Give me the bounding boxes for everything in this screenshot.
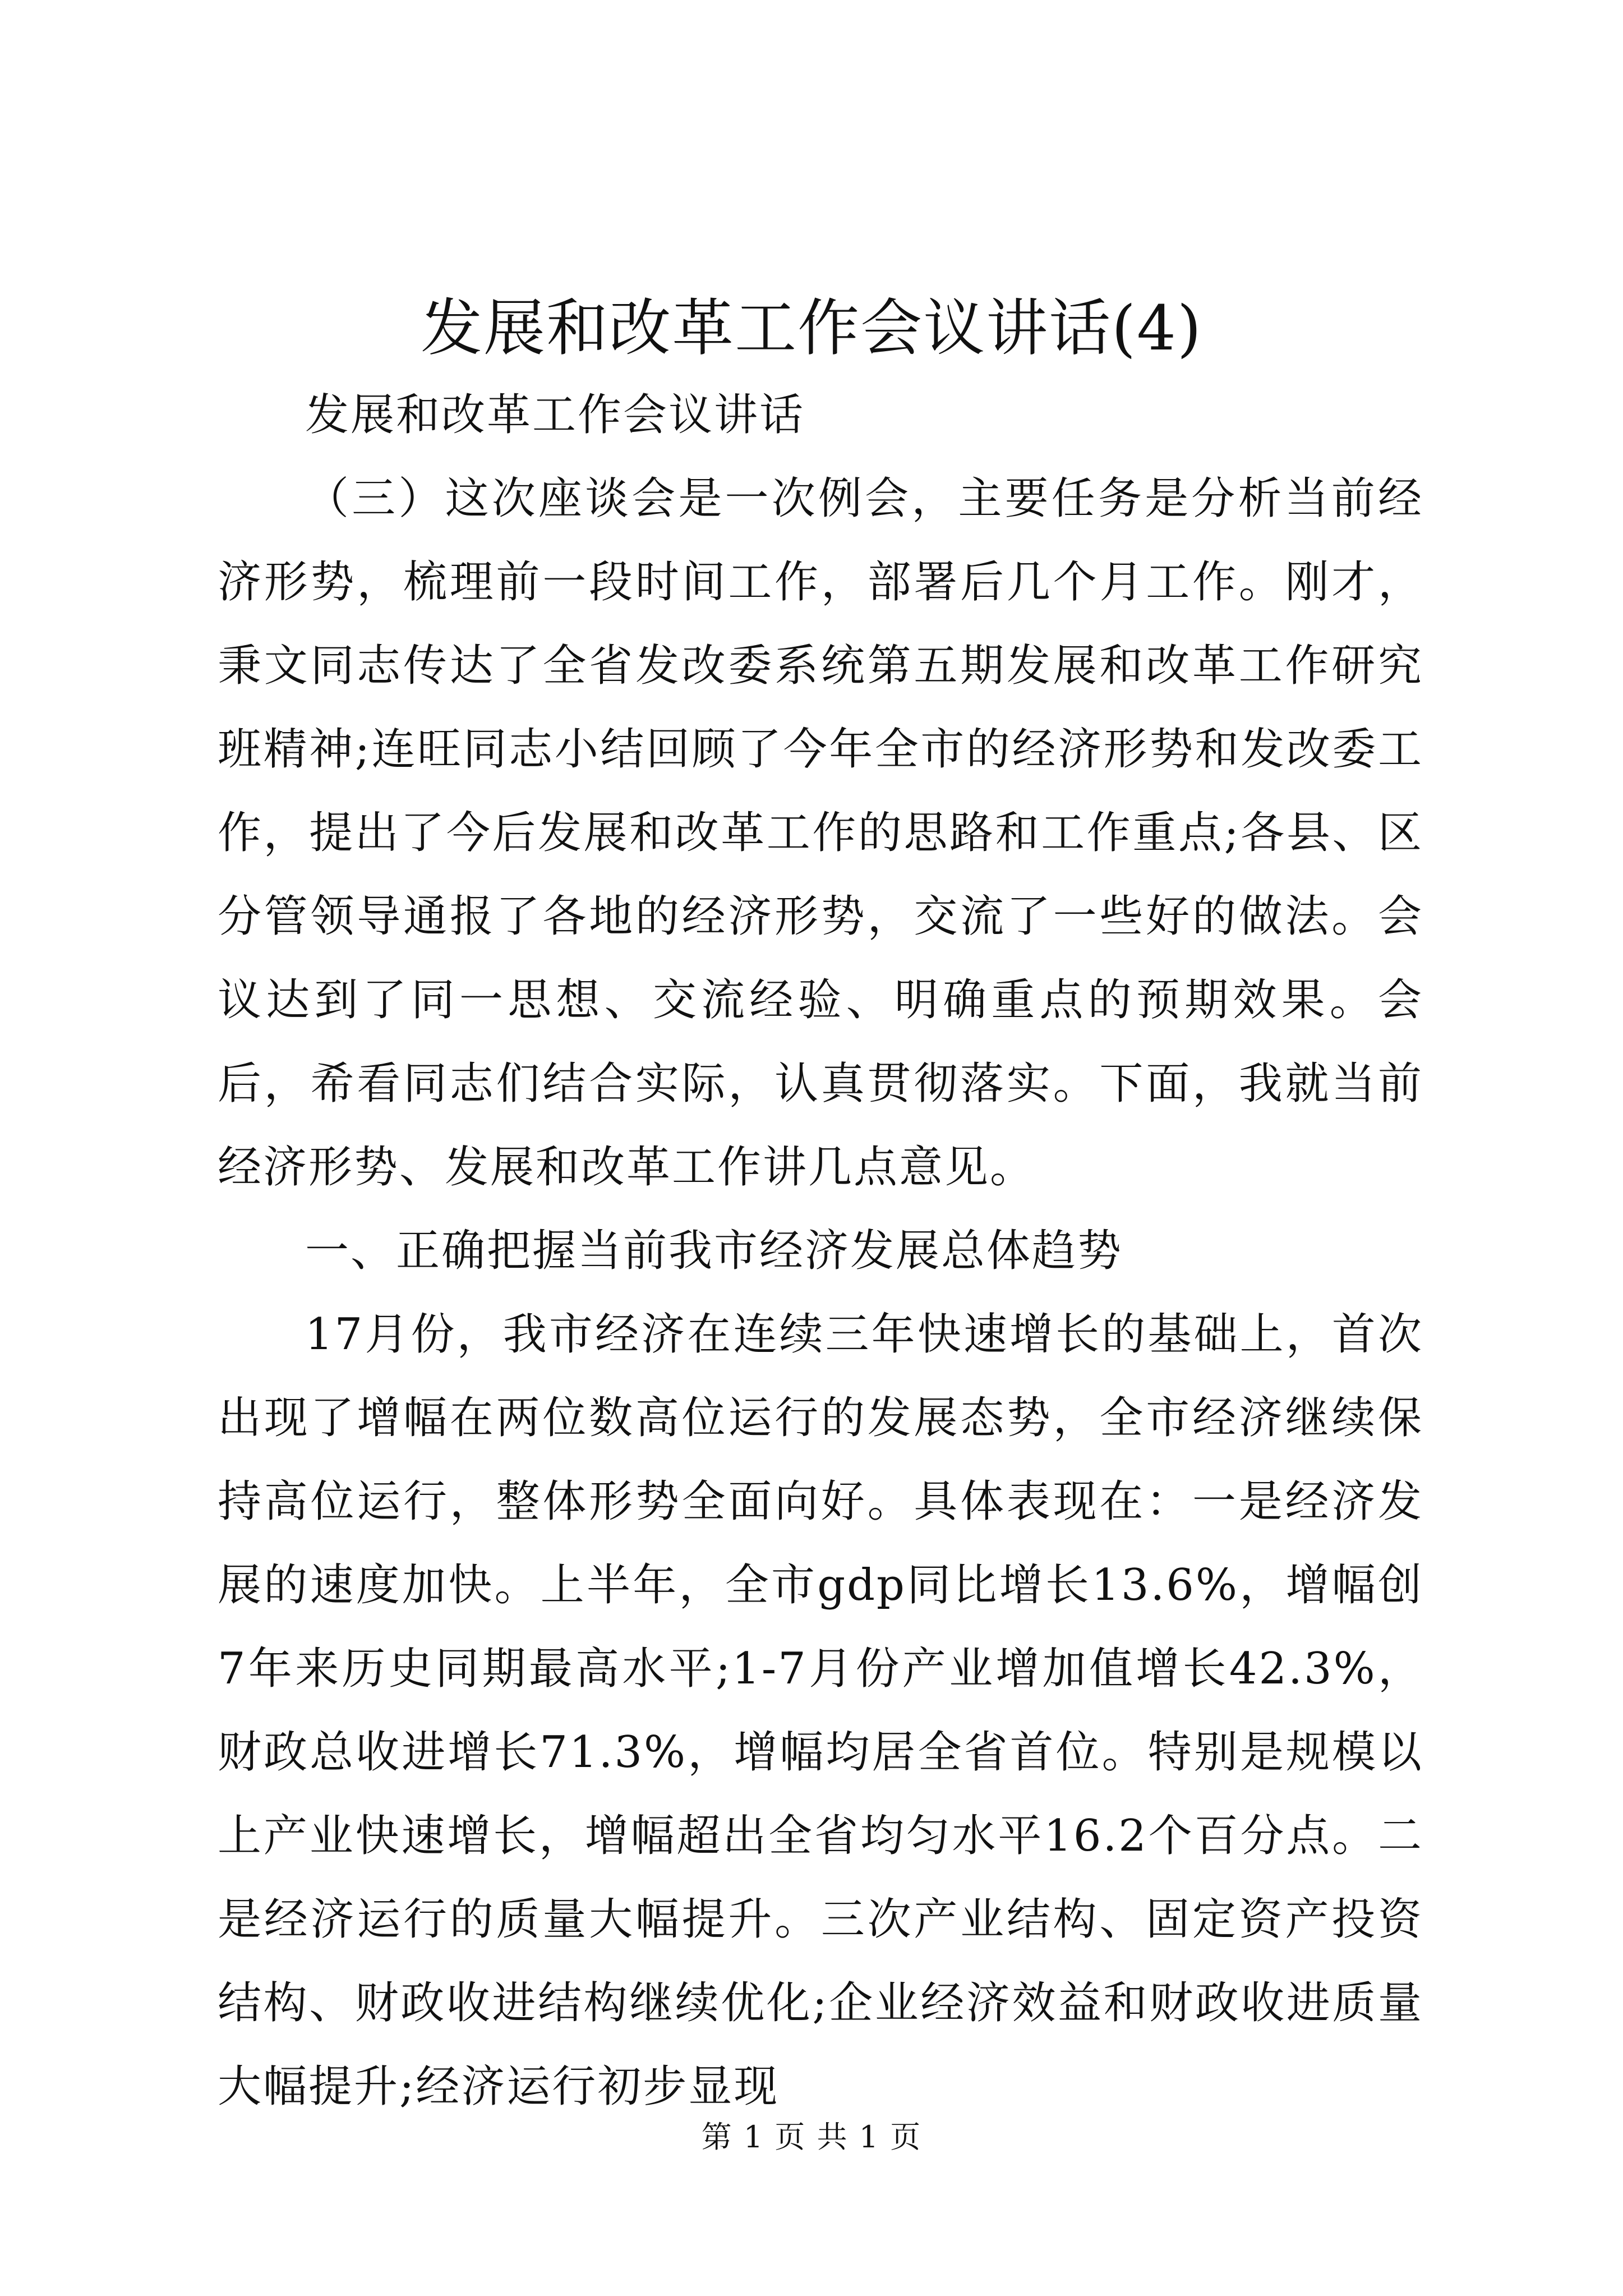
body-paragraph: 17月份，我市经济在连续三年快速增长的基础上，首次出现了增幅在两位数高位运行的发展态势，全市经济继续保持高位运行，整体形势全面向好。具体表现在：一是经济发展的速度加快。上半年，全市gdp同比增长13.6%，增幅创7年来历史同期最高水平;1-7月份产业增加值增长42.3%，财政总收进增长71.3%，增幅均居全省首位。特别是规模以上产业快速增长，增幅超出全省均匀水平16.2个百分点。二是经济运行的质量大幅提升。三次产业结构、固定资产投资结构、财政收进结构继续优化;企业经济效益和财政收进质量大幅提升;经济运行初步显现	[218, 1309, 1423, 2112]
section-heading: 一、正确把握当前我市经济发展总体趋势	[305, 1226, 1123, 1276]
subtitle-paragraph: 发展和改革工作会议讲话	[305, 390, 805, 440]
document-title: 发展和改革工作会议讲话(4)	[421, 292, 1202, 364]
page-footer: 第 1 页 共 1 页	[701, 2119, 922, 2155]
body-paragraph: （三）这次座谈会是一次例会，主要任务是分析当前经济形势，梳理前一段时间工作，部署后几个月工作。刚才，秉文同志传达了全省发改委系统第五期发展和改革工作研究班精神;连旺同志小结回顾了今年全市的经济形势和发改委工作，提出了今后发展和改革工作的思路和工作重点;各县、区分管领导通报了各地的经济形势，交流了一些好的做法。会议达到了同一思想、交流经验、明确重点的预期效果。会后，希看同志们结合实际，认真贯彻落实。下面，我就当前经济形势、发展和改革工作讲几点意见。	[218, 473, 1423, 1193]
document-body	[218, 374, 1423, 2129]
